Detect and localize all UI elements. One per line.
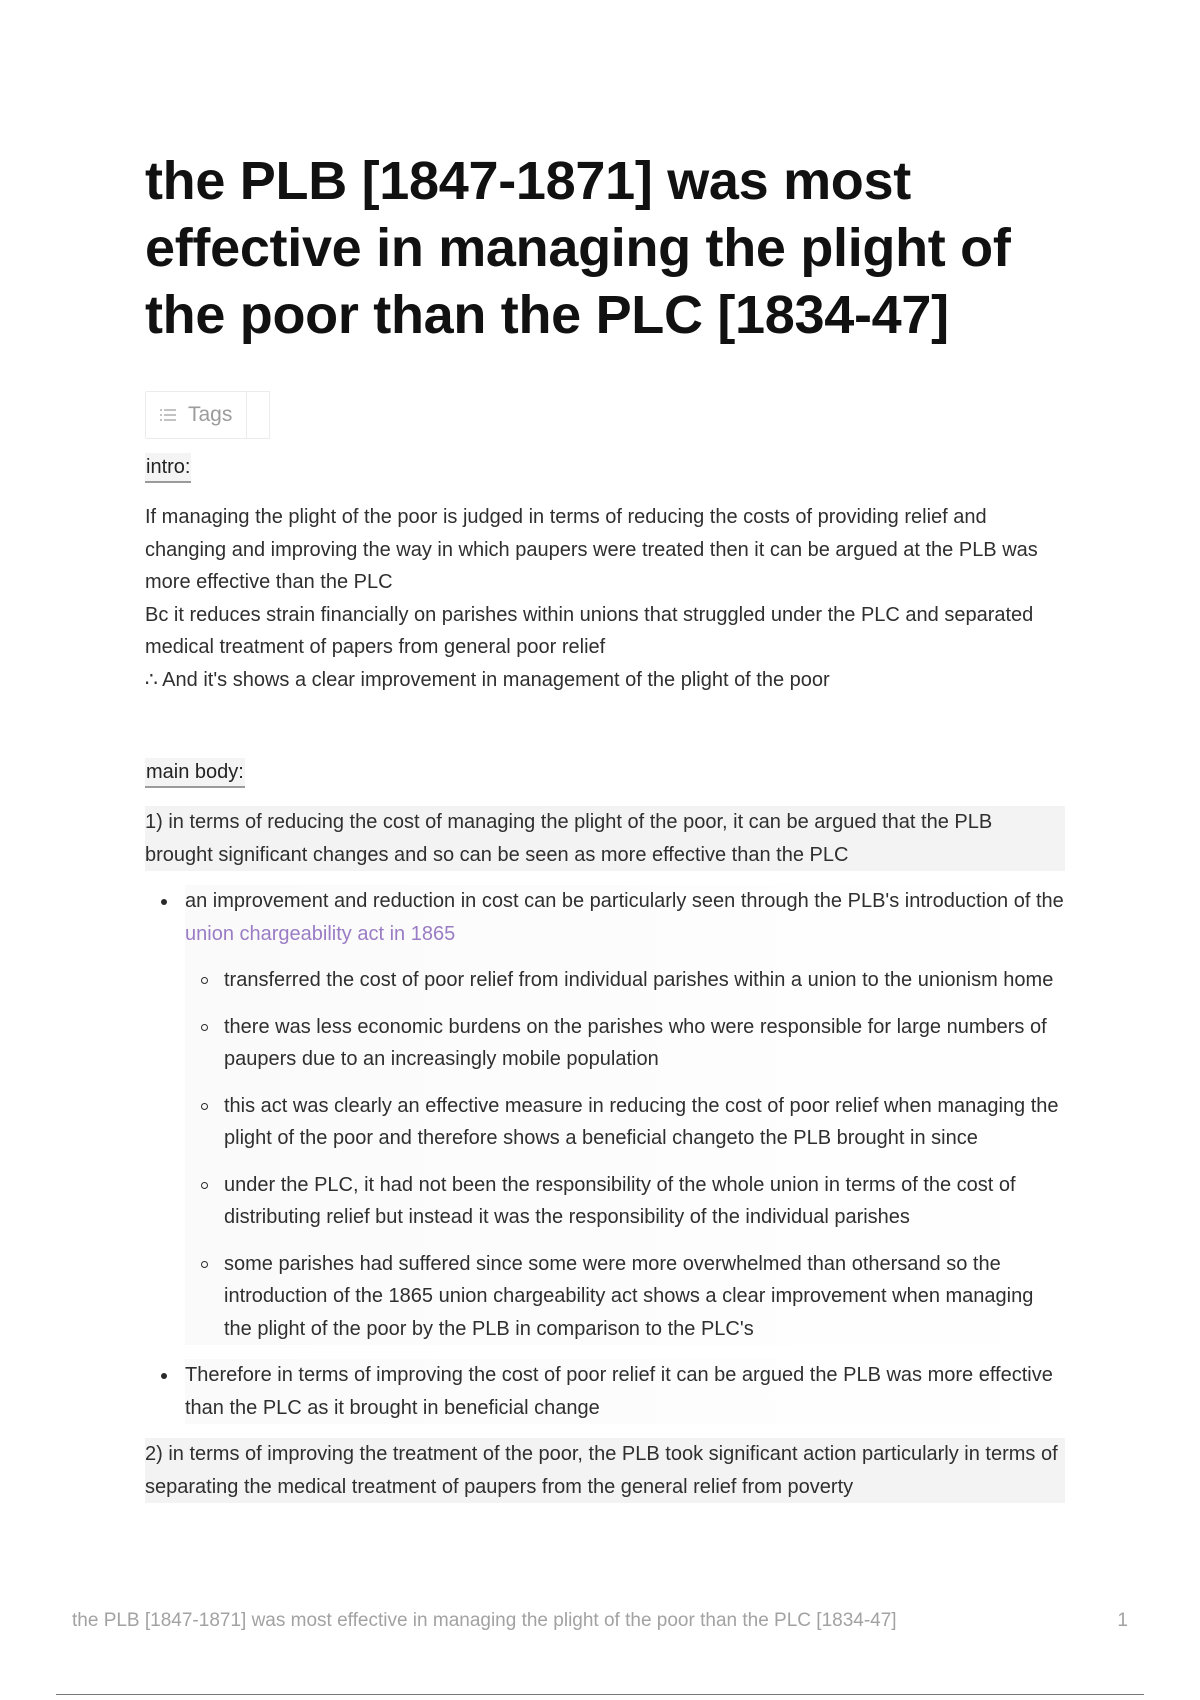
bullet-text: an improvement and reduction in cost can be particularly seen through the PLB's introduction of the (185, 890, 1064, 912)
sub-list-item: transferred the cost of poor relief from individual parishes within a union to the unionism home (224, 964, 1065, 997)
point-one-text: 1) in terms of reducing the cost of managing the plight of the poor, it can be argued that the PLB brought significant changes and so can be seen as more effective than the PLC (145, 806, 1065, 871)
union-chargeability-link[interactable]: union chargeability act in 1865 (185, 922, 456, 945)
sub-bullet-list (185, 964, 1065, 1345)
sub-list-item: this act was clearly an effective measure in reducing the cost of poor relief when managing the plight of the poor and therefore shows a beneficial changeto the PLB brought in since (224, 1090, 1065, 1155)
document-page (145, 148, 1065, 1503)
page-footer (72, 1610, 1128, 1632)
intro-heading: intro: (145, 453, 191, 483)
intro-line: If managing the plight of the poor is judged in terms of reducing the costs of providing relief and changing and improving the way in which paupers were treated then it can be argued at the PLB was more effective than the PLC (145, 506, 1038, 593)
footer-title: the PLB [1847-1871] was most effective in managing the plight of the poor than the PLC [1834-47] (72, 1610, 897, 1631)
list-icon (158, 405, 178, 425)
main-body-heading: main body: (145, 758, 245, 788)
list-item: Therefore in terms of improving the cost of poor relief it can be argued the PLB was more effective than the PLC as it brought in beneficial change (185, 1359, 1065, 1424)
sub-list-item: there was less economic burdens on the parishes who were responsible for large numbers of paupers due to an increasingly mobile population (224, 1011, 1065, 1076)
tags-property[interactable] (145, 391, 247, 439)
intro-paragraph (145, 501, 1065, 696)
point-two-text: 2) in terms of improving the treatment of the poor, the PLB took significant action particularly in terms of separating the medical treatment of paupers from the general relief from poverty (145, 1438, 1065, 1503)
sub-list-item: some parishes had suffered since some were more overwhelmed than othersand so the introduction of the 1865 union chargeability act shows a clear improvement when managing the plight of the poor by the PLB in comparison to the PLC's (224, 1248, 1065, 1346)
page-title: the PLB [1847-1871] was most effective in managing the plight of the poor than the PLC [1834-47] (145, 151, 1011, 345)
footer-divider (56, 1694, 1144, 1695)
intro-line: ∴ And it's shows a clear improvement in management of the plight of the poor (145, 668, 830, 691)
point-one-list (145, 885, 1065, 1424)
sub-list-item: under the PLC, it had not been the responsibility of the whole union in terms of the cost of distributing relief but instead it was the responsibility of the individual parishes (224, 1169, 1065, 1234)
tags-label: Tags (188, 403, 233, 426)
list-item (185, 885, 1065, 1345)
page-number: 1 (1117, 1610, 1128, 1631)
intro-line: Bc it reduces strain financially on parishes within unions that struggled under the PLC and separated medical treatment of papers from general poor relief (145, 603, 1034, 658)
